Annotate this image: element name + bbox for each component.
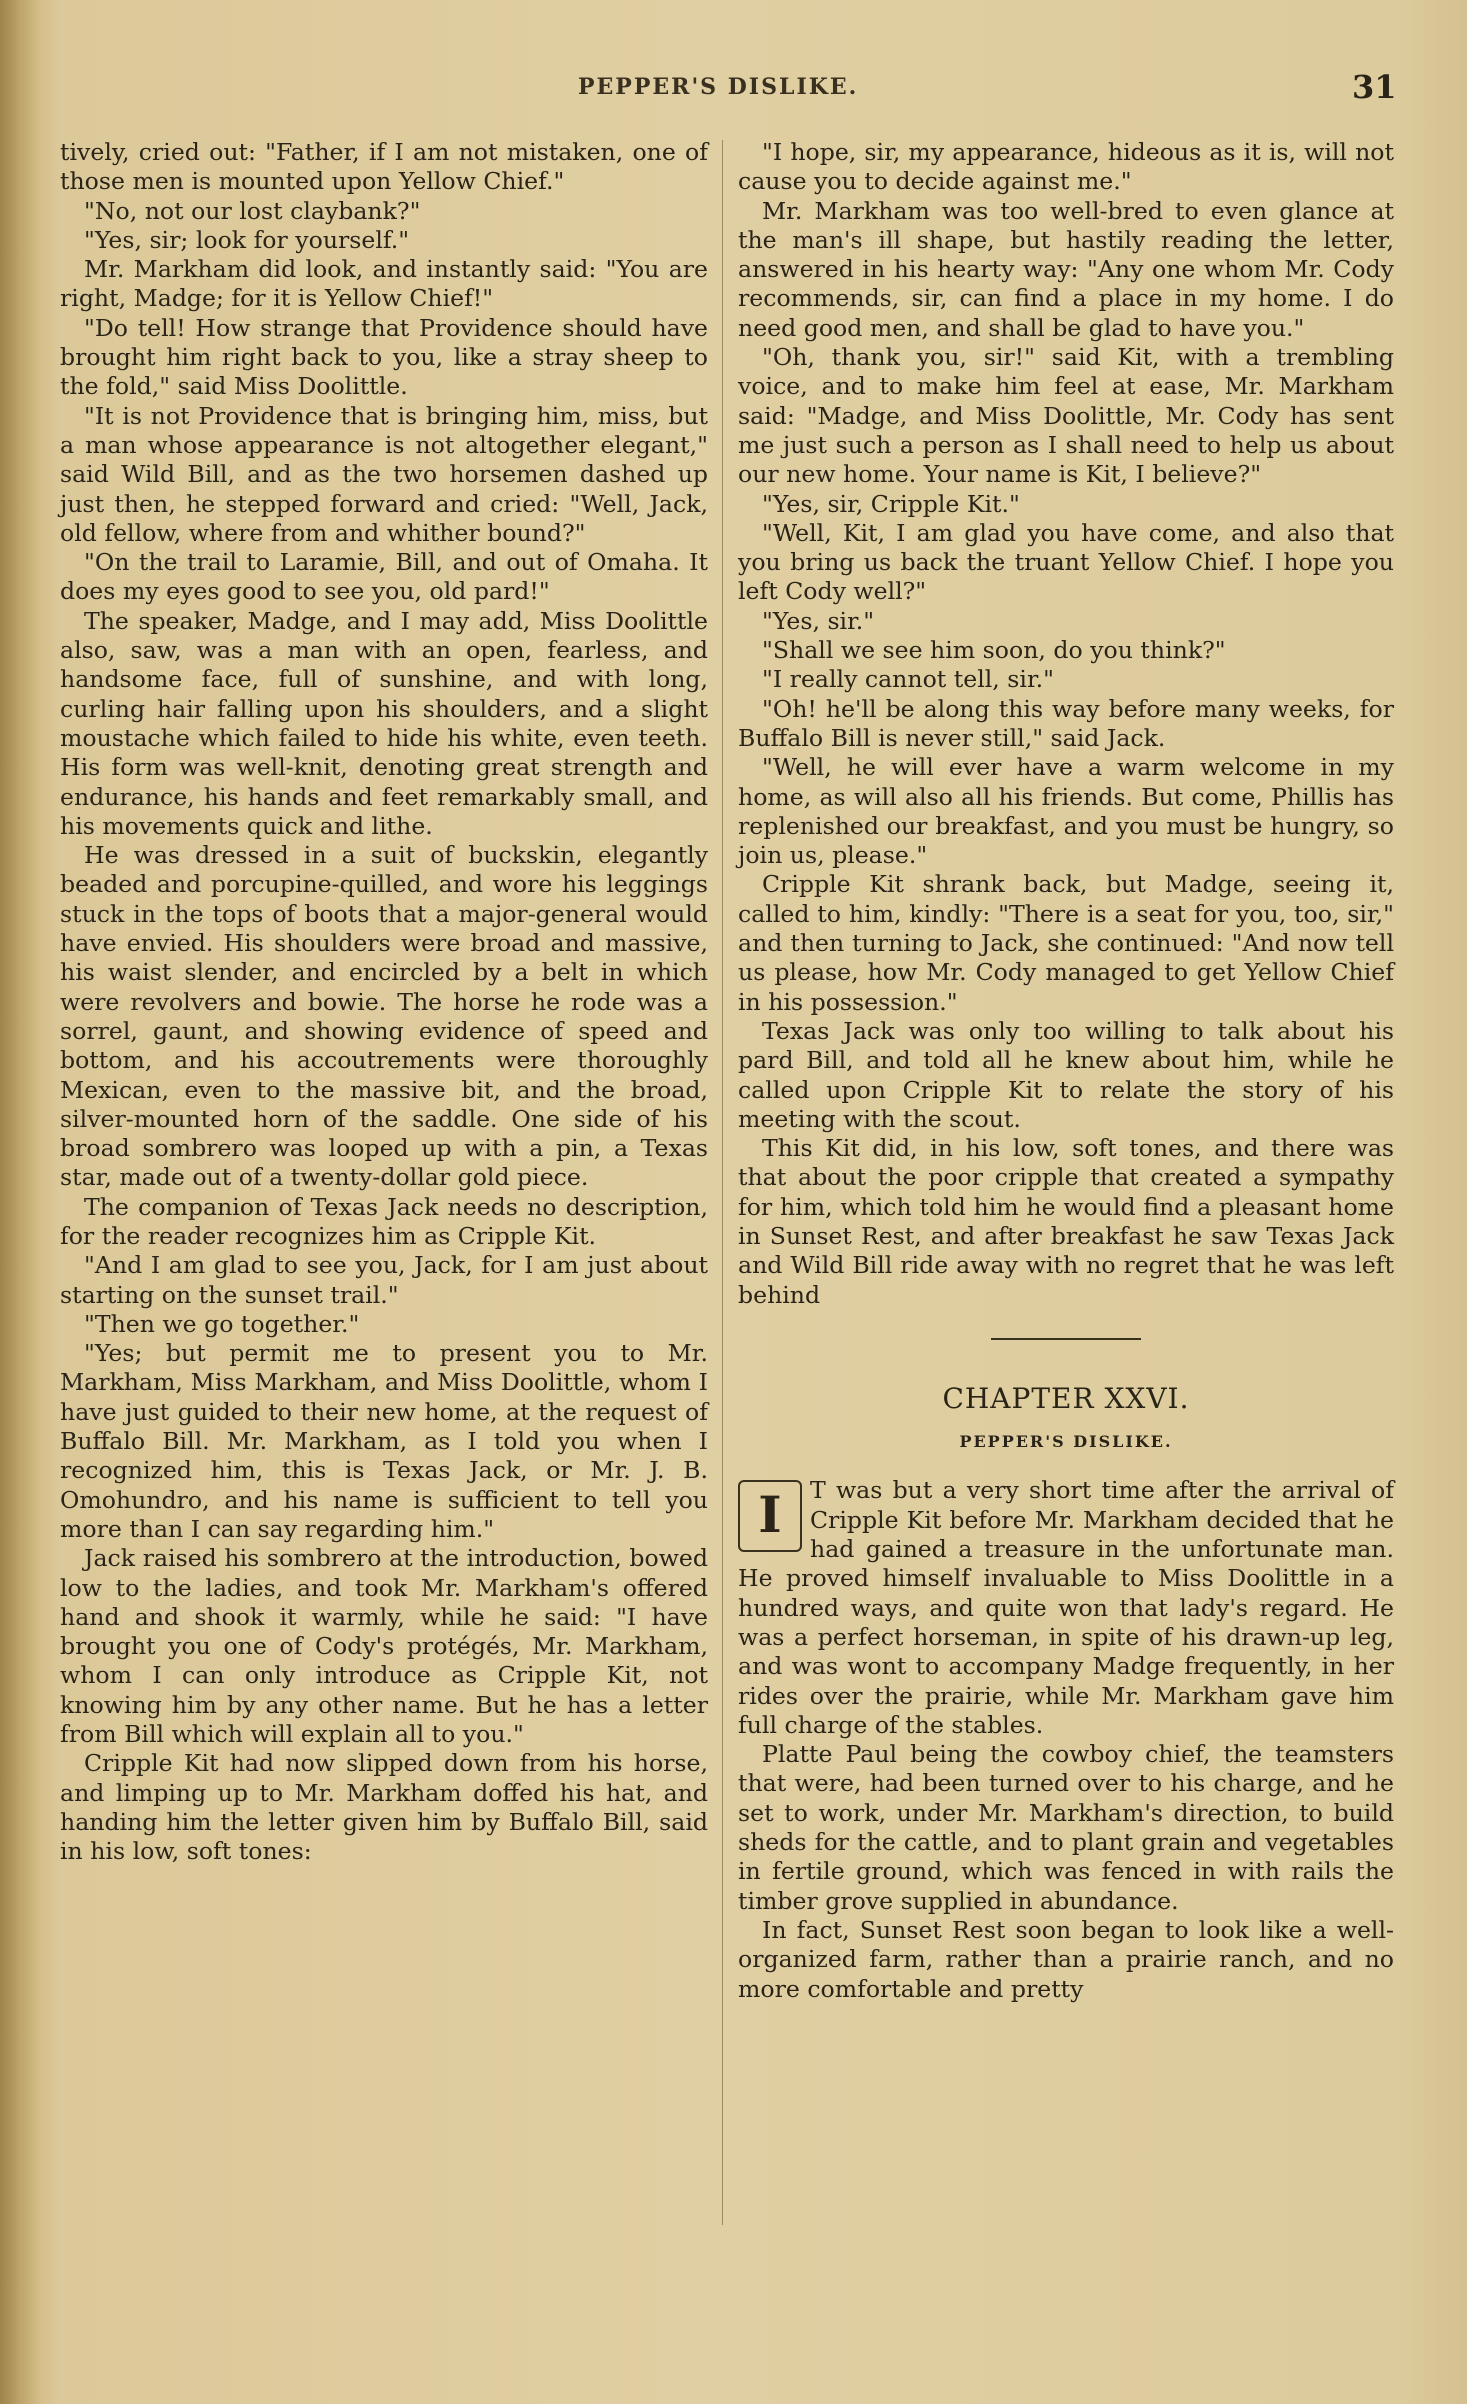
paragraph: "It is not Providence that is bringing him, miss, but a man whose appearance is not altogether elegant," said Wild Bill, and as the two horsemen dashed up just then, he stepped forward and cried: "Well, Jack, old fellow, where from and whither bound?" [60,401,708,547]
paragraph: "Well, Kit, I am glad you have come, and also that you bring us back the truant Yellow Chief. I hope you left Cody well?" [738,518,1394,606]
paragraph: "Oh, thank you, sir!" said Kit, with a trembling voice, and to make him feel at ease, Mr. Markham said: "Madge, and Miss Doolittle, Mr. Cody has sent me just such a person as I shall need to help us about our new home. Your name is Kit, I believe?" [738,343,1394,489]
binding-shadow [0,0,40,2404]
paragraph: In fact, Sunset Rest soon began to look like a well-organized farm, rather than a prairie ranch, and no more comfortable and pretty [738,1915,1394,2003]
paragraph: The companion of Texas Jack needs no description, for the reader recognizes him as Cripple Kit. [60,1192,708,1250]
chapter-opening-paragraph [738,1476,1394,1740]
paragraph: "Do tell! How strange that Providence should have brought him right back to you, like a stray sheep to the fold," said Miss Doolittle. [60,313,708,401]
chapter-heading: CHAPTER XXVI. [942,1381,1190,1415]
paragraph: "Yes; but permit me to present you to Mr. Markham, Miss Markham, and Miss Doolittle, whom I have just guided to their new home, at the request of Buffalo Bill. Mr. Markham, as I told you when I recognized him, this is Texas Jack, or Mr. J. B. Omohundro, and his name is sufficient to tell you more than I can say regarding him." [60,1339,708,1543]
paragraph: "Well, he will ever have a warm welcome in my home, as will also all his friends. But come, Phillis has replenished our breakfast, and you must be hungry, so join us, please." [738,753,1394,870]
paragraph: "I hope, sir, my appearance, hideous as it is, will not cause you to decide against me." [738,138,1394,196]
paragraph: tively, cried out: "Father, if I am not mistaken, one of those men is mounted upon Yellow Chief." [60,138,708,196]
paragraph: "Then we go together." [84,1309,360,1338]
opening-text: T was but a very short time after the arrival of Cripple Kit before Mr. Markham decided that he had gained a treasure in the unfortunate man. He proved himself invaluable to Miss Doolittle in a hundred ways, and quite won that lady's regard. He was a perfect horseman, in spite of his drawn-up leg, and was wont to accompany Madge frequently, in her rides over the prairie, while Mr. Markham gave him full charge of the stables. [738,1476,1394,1739]
paragraph: Platte Paul being the cowboy chief, the teamsters that were, had been turned over to his charge, and he set to work, under Mr. Markham's direction, to build sheds for the cattle, and to plant grain and vegetables in fertile ground, which was fenced in with rails the timber grove supplied in abundance. [738,1740,1394,1915]
paragraph: "I really cannot tell, sir." [762,665,1054,694]
paragraph: Mr. Markham was too well-bred to even glance at the man's ill shape, but hastily reading the letter, answered in his hearty way: "Any one whom Mr. Cody recommends, sir, can find a place in my home. I do need good men, and shall be glad to have you." [738,196,1394,342]
section-rule [991,1338,1141,1340]
paragraph: He was dressed in a suit of buckskin, elegantly beaded and porcupine-quilled, and wore his leggings stuck in the tops of boots that a major-general would have envied. His shoulders were broad and massive, his waist slender, and encircled by a belt in which were revolvers and bowie. The horse he rode was a sorrel, gaunt, and showing evidence of speed and bottom, and his accoutrements were thoroughly Mexican, even to the massive bit, and the broad, silver-mounted horn of the saddle. One side of his broad sombrero was looped up with a pin, a Texas star, made out of a twenty-dollar gold piece. [60,841,708,1192]
paragraph: "Yes, sir; look for yourself." [84,225,410,254]
page-number: 31 [1352,68,1397,106]
paragraph: Jack raised his sombrero at the introduction, bowed low to the ladies, and took Mr. Markham's offered hand and shook it warmly, while he said: "I have brought you one of Cody's protégés, Mr. Markham, whom I can only introduce as Cripple Kit, not knowing him by any other name. But he has a letter from Bill which will explain all to you." [60,1544,708,1749]
paragraph: "No, not our lost claybank?" [84,196,421,225]
paragraph: "Shall we see him soon, do you think?" [762,636,1226,665]
paragraph: "And I am glad to see you, Jack, for I am just about starting on the sunset trail." [60,1251,708,1309]
paragraph: Cripple Kit shrank back, but Madge, seeing it, called to him, kindly: "There is a seat for you, too, sir," and then turning to Jack, she continued: "And now tell us please, how Mr. Cody managed to get Yellow Chief in his possession." [738,870,1394,1016]
paragraph: This Kit did, in his low, soft tones, and there was that about the poor cripple that created a sympathy for him, which told him he would find a pleasant home in Sunset Rest, and after breakfast he saw Texas Jack and Wild Bill ride away with no regret that he was left behind [738,1134,1394,1309]
page-header [0,70,1467,110]
paragraph: Mr. Markham did look, and instantly said: "You are right, Madge; for it is Yellow Chief!" [60,255,708,313]
chapter-subheading: PEPPER'S DISLIKE. [959,1432,1173,1452]
column-divider [722,140,723,2225]
left-column [60,138,708,1867]
paragraph: "Oh! he'll be along this way before many weeks, for Buffalo Bill is never still," said Jack. [738,694,1394,752]
paragraph: "Yes, sir, Cripple Kit." [762,489,1020,518]
paragraph: Texas Jack was only too willing to talk about his pard Bill, and told all he knew about him, while he called upon Cripple Kit to relate the story of his meeting with the scout. [738,1016,1394,1133]
running-title: PEPPER'S DISLIKE. [578,74,859,100]
paragraph: Cripple Kit had now slipped down from his horse, and limping up to Mr. Markham doffed his hat, and handing him the letter given him by Buffalo Bill, said in his low, soft tones: [60,1749,708,1866]
paragraph: The speaker, Madge, and I may add, Miss Doolittle also, saw, was a man with an open, fearless, and handsome face, full of sunshine, and with long, curling hair falling upon his shoulders, and a slight moustache which failed to hide his white, even teeth. His form was well-knit, denoting great strength and endurance, his hands and feet remarkably small, and his movements quick and lithe. [60,606,708,840]
paragraph: "On the trail to Laramie, Bill, and out of Omaha. It does my eyes good to see you, old pard!" [60,548,708,606]
dropcap-letter: I [738,1480,802,1552]
paragraph: "Yes, sir." [762,606,875,635]
right-column [738,138,1394,2004]
